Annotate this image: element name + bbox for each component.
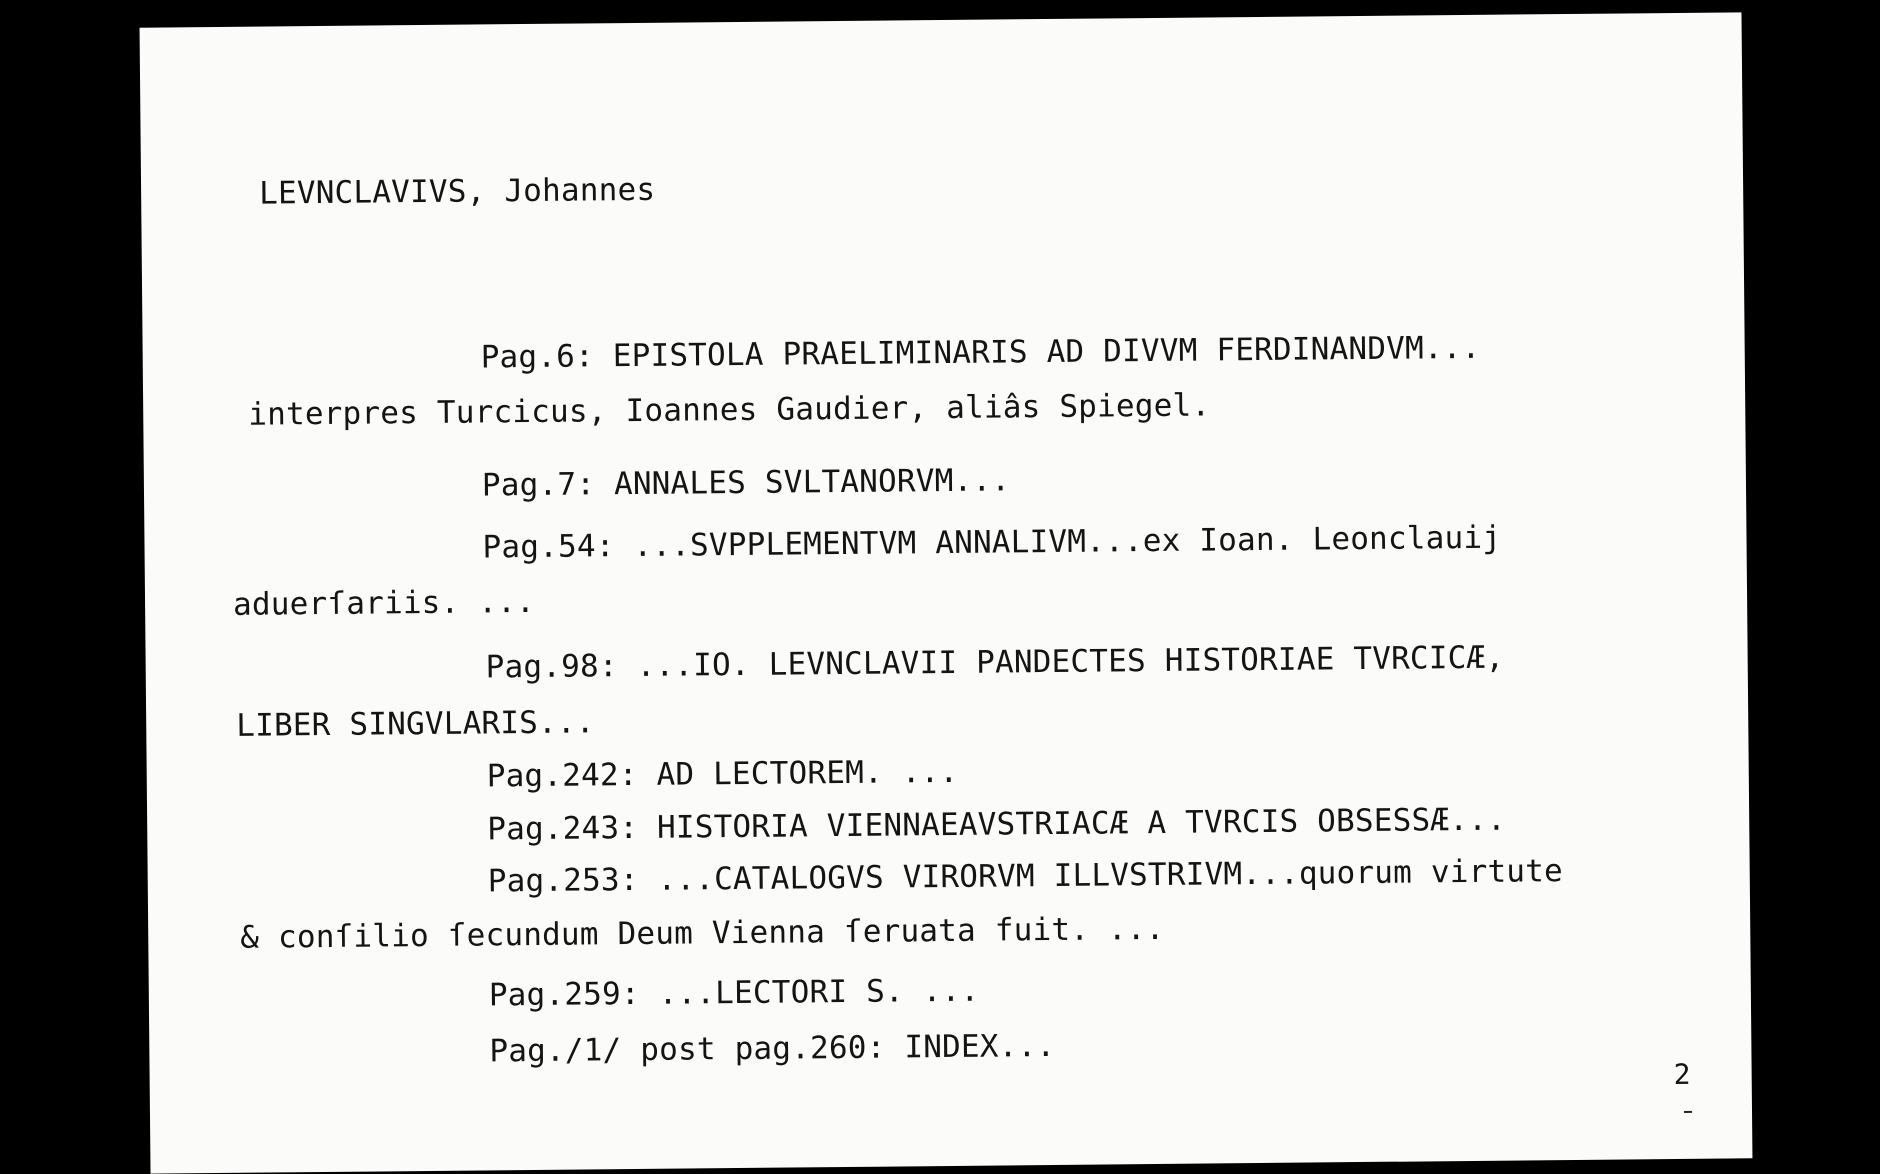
card-number: 2	[1673, 1057, 1691, 1092]
entry-line-continuation: LIBER SINGVLARIS...	[236, 704, 595, 744]
scan-mark	[1684, 1111, 1692, 1113]
entry-line-continuation: interpres Turcicus, Ioannes Gaudier, aliâs Spiegel.	[248, 387, 1211, 433]
entry-line-index: Pag./1/ post pag.260: INDEX...	[489, 1027, 1056, 1070]
entry-line-pag-253: Pag.253: ...CATALOGVS VIRORVM ILLVSTRIVM...quorum virtute	[487, 853, 1564, 900]
card-heading: LEVNCLAVIVS, Johannes	[258, 171, 656, 212]
entry-line-pag-243: Pag.243: HISTORIA VIENNAEAVSTRIACÆ A TVRCIS OBSESSÆ...	[487, 801, 1507, 848]
entry-line-pag-259: Pag.259: ...LECTORI S. ...	[488, 972, 980, 1014]
entry-line-pag-6: Pag.6: EPISTOLA PRAELIMINARIS AD DIVVM FERDINANDVM...	[480, 329, 1481, 376]
entry-line-pag-98: Pag.98: ...IO. LEVNCLAVII PANDECTES HISTORIAE TVRCICÆ,	[485, 639, 1505, 686]
entry-line-pag-242: Pag.242: AD LECTOREM. ...	[486, 753, 959, 795]
catalog-card	[140, 12, 1753, 1173]
entry-line-pag-54: Pag.54: ...SVPPLEMENTVM ANNALIVM...ex Ioan. Leonclauij	[482, 519, 1502, 566]
entry-line-continuation: & conſilio ſecundum Deum Vienna ſeruata fuit. ...	[240, 910, 1165, 956]
entry-line-pag-7: Pag.7: ANNALES SVLTANORVM...	[481, 462, 1011, 504]
entry-line-continuation: aduerſariis. ...	[232, 583, 536, 623]
